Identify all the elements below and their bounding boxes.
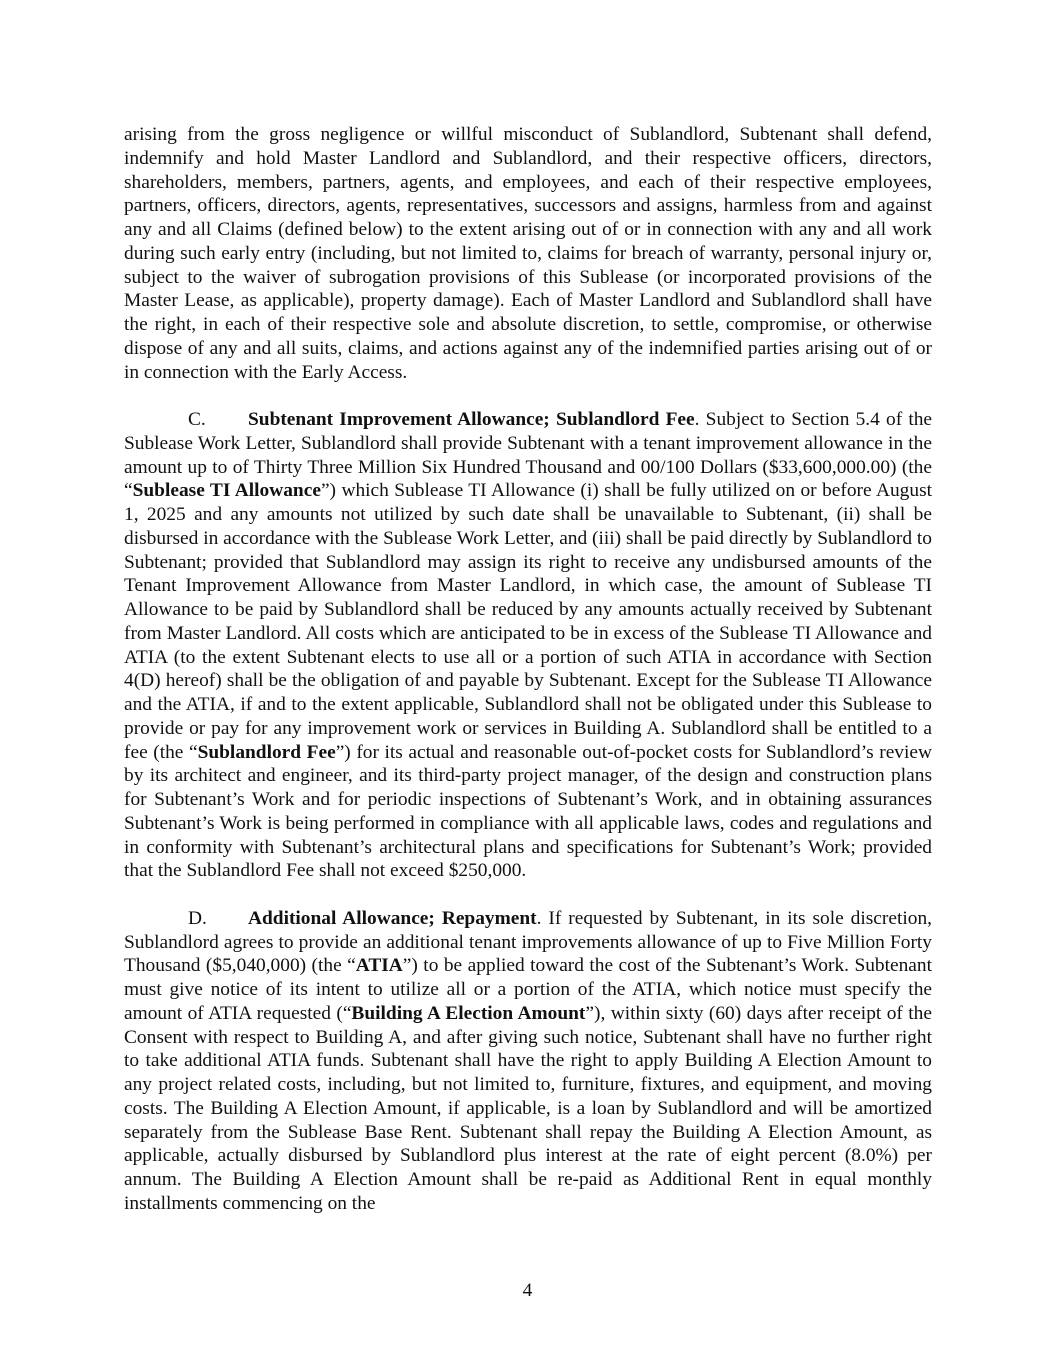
section-c-text-1: . Subject to Section 5.4 of the Sublease Work Letter, Sublandlord shall provide Subtenant with a tenant improvement allowance in the amount up to of Thirty Three Million Six Hundred Thousand and 00/100 Dollars ($33,600,000.00) (the “ — [124, 409, 933, 502]
paragraph-section-d — [124, 907, 932, 1216]
defined-term-atia: ATIA — [355, 955, 403, 977]
defined-term-sublandlord-fee: Sublandlord Fee — [197, 741, 336, 763]
section-d-text-2: ”) to be applied toward the cost of the Subtenant’s Work. Subtenant must give notice of its intent to utilize all or a portion of the ATIA, which notice must specify the amount of ATIA requested (“ — [124, 955, 932, 1024]
defined-term-sublease-ti-allowance: Sublease TI Allowance — [132, 480, 321, 502]
document-page — [124, 123, 932, 1216]
section-d-text-3: ”), within sixty (60) days after receipt of the Consent with respect to Building A, and after giving such notice, Subtenant shall have no further right to take additional ATIA funds. Subtenant shall have the right to apply Building A Election Amount to any project related costs, including, but not limited to, furniture, fixtures, and equipment, and moving costs. The Building A Election Amount, if applicable, is a loan by Sublandlord and will be amortized separately from the Sublease Base Rent. Subtenant shall repay the Building A Election Amount, as applicable, actually disbursed by Sublandlord plus interest at the rate of eight percent (8.0%) per annum. The Building A Election Amount shall be re-paid as Additional Rent in equal monthly installments commencing on the — [124, 1002, 932, 1214]
paragraph-section-c — [124, 408, 932, 883]
section-c-label: C. — [188, 409, 206, 430]
page-number: 4 — [522, 1280, 533, 1301]
section-c-text-2: ”) which Sublease TI Allowance (i) shall be fully utilized on or before August 1, 2025 and any amounts not utilized by such date shall be unavailable to Subtenant, (ii) shall be disbursed in accordance with the Sublease Work Letter, and (iii) shall be paid directly by Sublandlord to Subtenant; provided that Sublandlord may assign its right to receive any undisbursed amounts of the Tenant Improvement Allowance from Master Landlord, in which case, the amount of Sublease TI Allowance to be paid by Sublandlord shall be reduced by any amounts actually received by Subtenant from Master Landlord. All costs which are anticipated to be in excess of the Sublease TI Allowance and ATIA (to the extent Subtenant elects to use all or a portion of such ATIA in accordance with Section 4(D) hereof) shall be the obligation of and payable by Subtenant. Except for the Sublease TI Allowance and the ATIA, if and to the extent applicable, Sublandlord shall not be obligated under this Sublease to provide or pay for any improvement work or services in Building A. Sublandlord shall be entitled to a fee (the “ — [124, 480, 932, 763]
section-d-heading: Additional Allowance; Repayment — [248, 907, 537, 929]
section-d-text-1: . If requested by Subtenant, in its sole discretion, Sublandlord agrees to provide an additional tenant improvements allowance of up to Five Million Forty Thousand ($5,040,000) (the “ — [124, 907, 932, 977]
paragraph-b-continued: arising from the gross negligence or willful misconduct of Sublandlord, Subtenant shall defend, indemnify and hold Master Landlord and Sublandlord, and their respective officers, directors, shareholders, members, partners, agents, and employees, and each of their respective employees, partners, officers, directors, agents, representatives, successors and assigns, harmless from and against any and all Claims (defined below) to the extent arising out of or in connection with any and all work during such early entry (including, but not limited to, claims for breach of warranty, personal injury or, subject to the waiver of subrogation provisions of this Sublease (or incorporated provisions of the Master Lease, as applicable), property damage). Each of Master Landlord and Sublandlord shall have the right, in each of their respective sole and absolute discretion, to settle, compromise, or otherwise dispose of any and all suits, claims, and actions against any of the indemnified parties arising out of or in connection with the Early Access. — [124, 124, 932, 383]
defined-term-building-a-election-amount: Building A Election Amount — [351, 1002, 586, 1024]
section-c-text-3: ”) for its actual and reasonable out-of-pocket costs for Sublandlord’s review by its architect and engineer, and its third-party project manager, of the design and construction plans for Subtenant’s Work and for periodic inspections of Subtenant’s Work, and in obtaining assurances Subtenant’s Work is being performed in compliance with all applicable laws, codes and regulations and in conformity with Subtenant’s architectural plans and specifications for Subtenant’s Work; provided that the Sublandlord Fee shall not exceed $250,000. — [124, 741, 932, 882]
section-c-heading: Subtenant Improvement Allowance; Sublandlord Fee — [248, 409, 695, 430]
section-d-label: D. — [188, 907, 207, 929]
